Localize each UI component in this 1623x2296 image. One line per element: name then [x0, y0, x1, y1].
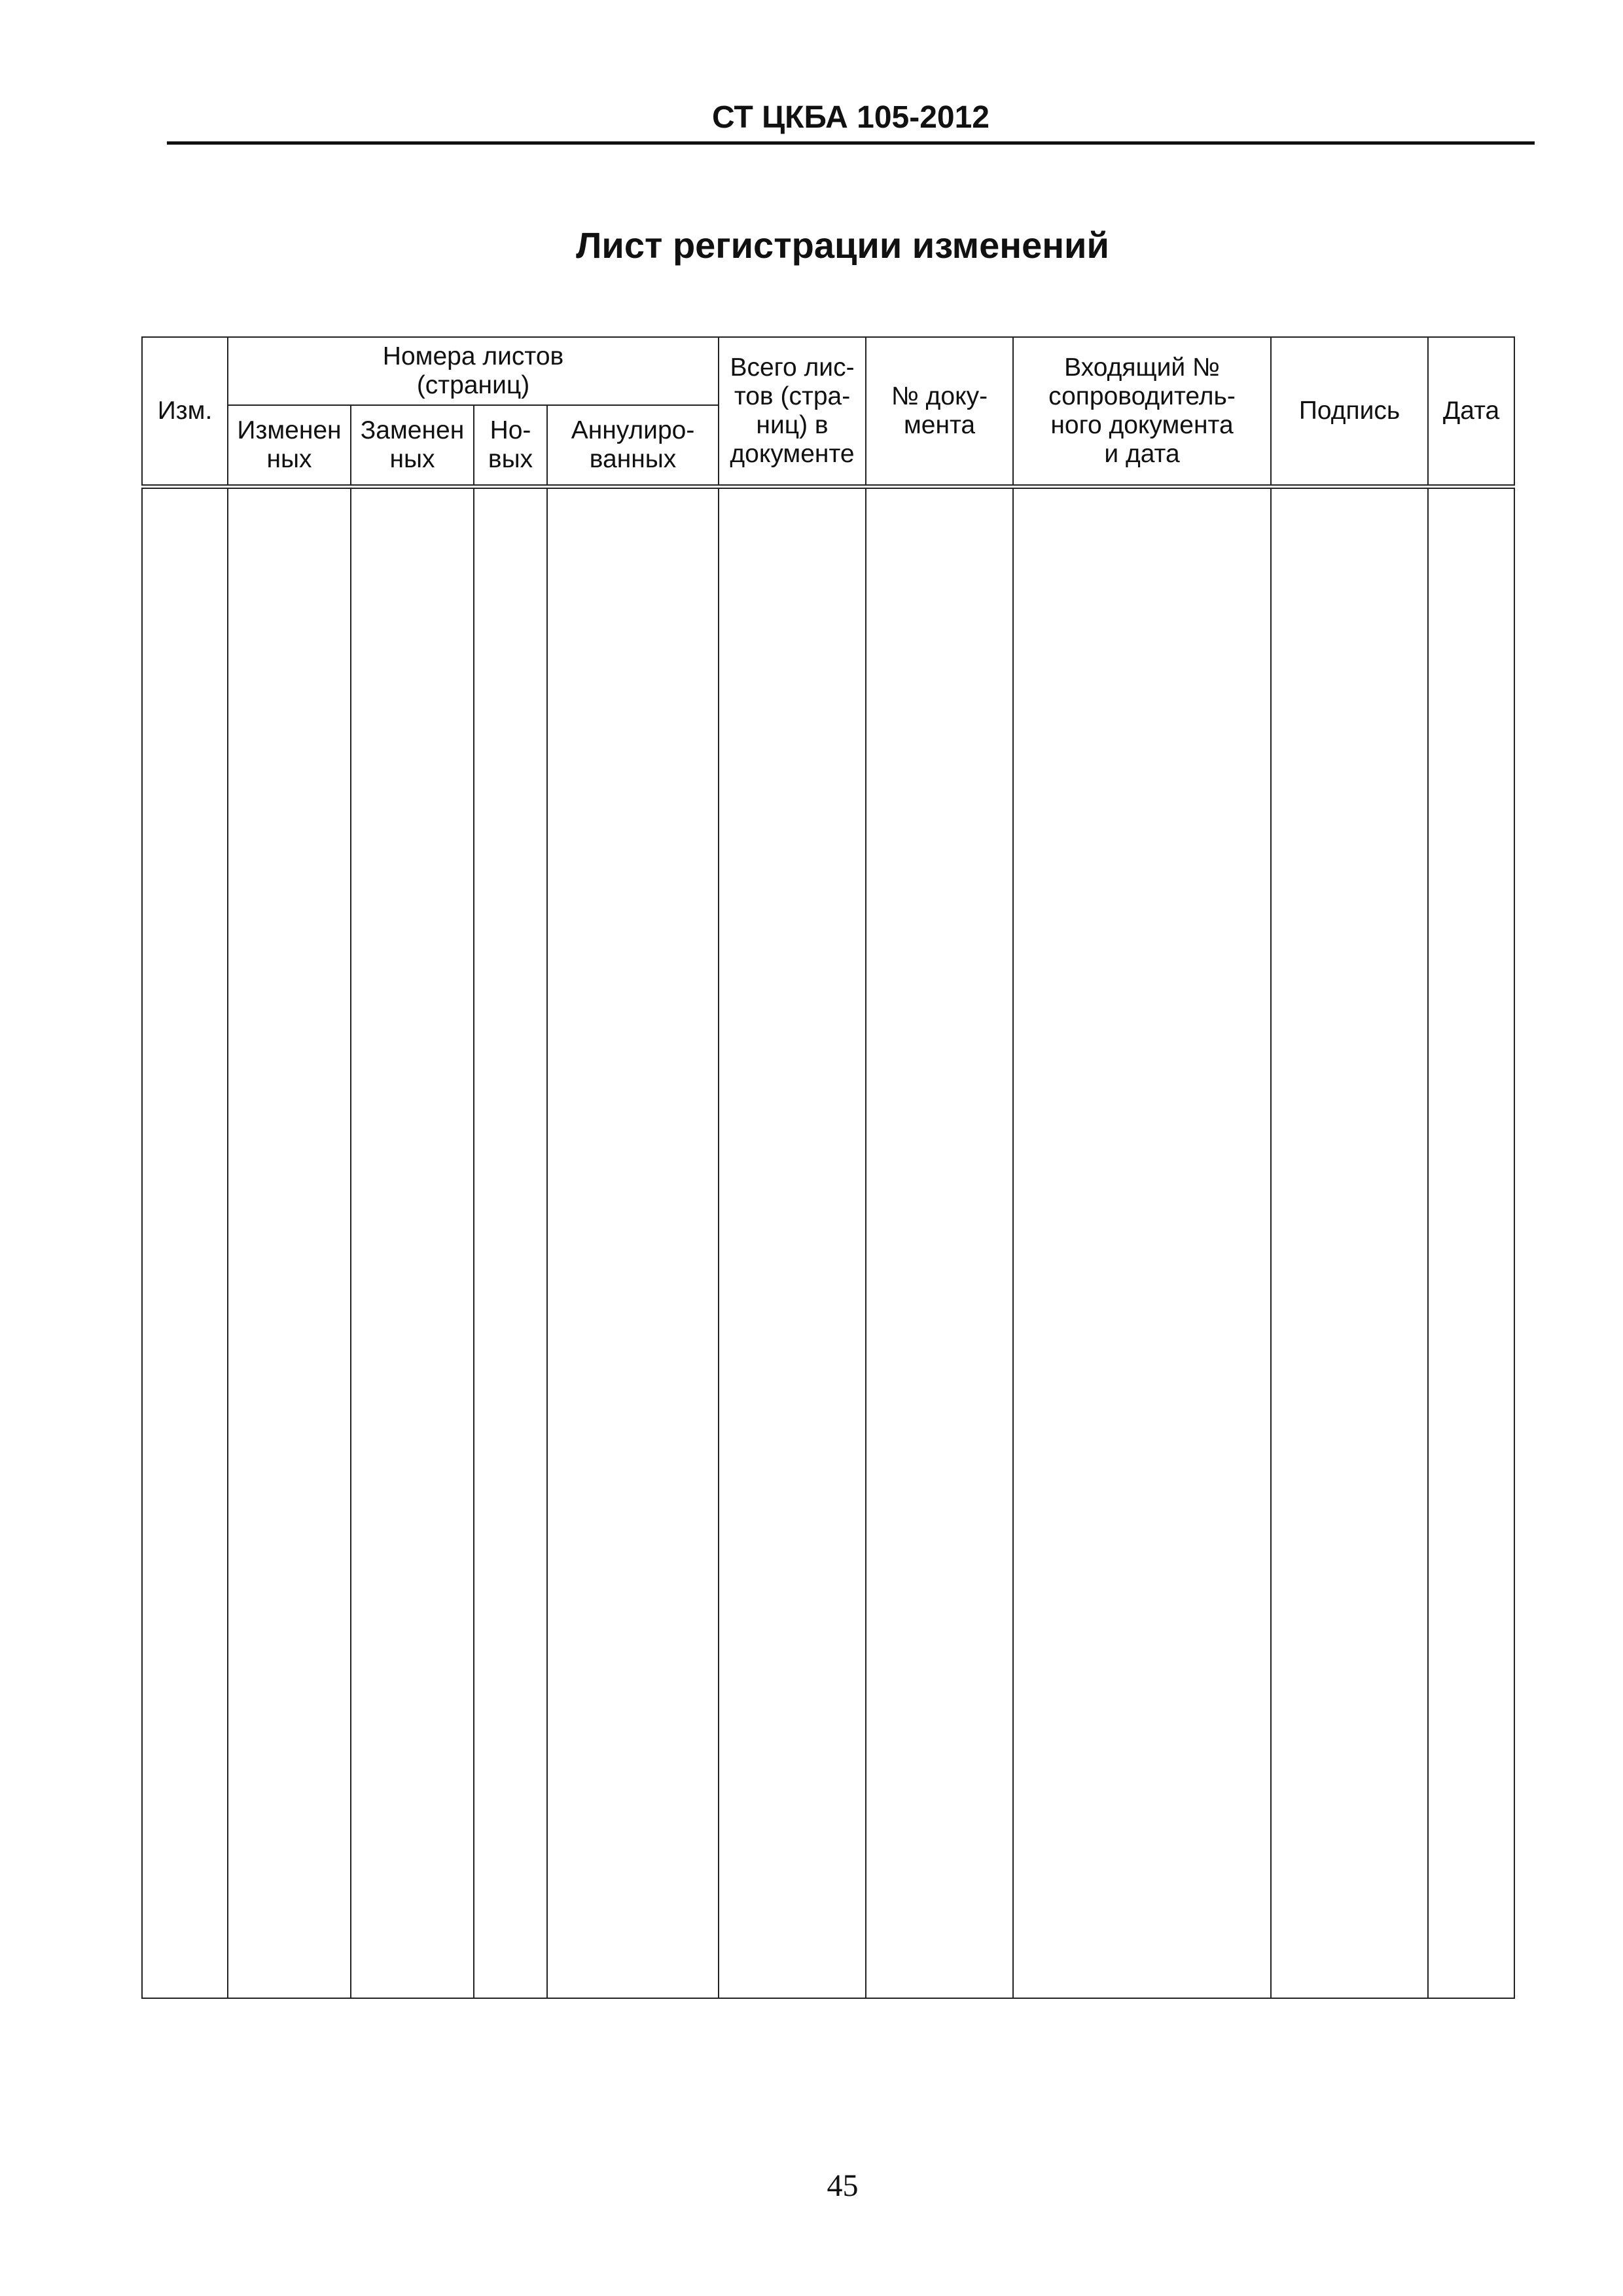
col-header-annulled: Аннулиро- ванных [547, 405, 719, 487]
cell-signature [1271, 487, 1428, 1999]
col-header-changed: Изменен ных [228, 405, 351, 487]
col-header-izm: Изм. [142, 337, 228, 487]
col-header-replaced: Заменен ных [351, 405, 474, 487]
table-header-row-1 [142, 337, 1514, 405]
cell-document-number [866, 487, 1013, 1999]
page-title: Лист регистрации изменений [576, 224, 1109, 266]
cell-annulled [547, 487, 719, 1999]
change-registration-table [141, 336, 1515, 1999]
col-header-signature: Подпись [1271, 337, 1428, 487]
document-code: СТ ЦКБА 105-2012 [711, 100, 990, 135]
cell-replaced [351, 487, 474, 1999]
cell-changed [228, 487, 351, 1999]
page-number: 45 [827, 2168, 859, 2203]
header-rule [167, 141, 1535, 145]
table-body-row [142, 487, 1514, 1999]
col-header-document-number: № доку- мента [866, 337, 1013, 487]
cell-izm [142, 487, 228, 1999]
cell-incoming-document [1013, 487, 1271, 1999]
col-header-date: Дата [1428, 337, 1514, 487]
cell-total-sheets [719, 487, 866, 1999]
cell-new [474, 487, 547, 1999]
col-header-new: Но- вых [474, 405, 547, 487]
col-header-sheet-numbers: Номера листов (страниц) [228, 337, 719, 405]
cell-date [1428, 487, 1514, 1999]
col-header-incoming-document: Входящий № сопроводитель- ного документа и дата [1013, 337, 1271, 487]
col-header-total-sheets: Всего лис- тов (стра- ниц) в документе [719, 337, 866, 487]
